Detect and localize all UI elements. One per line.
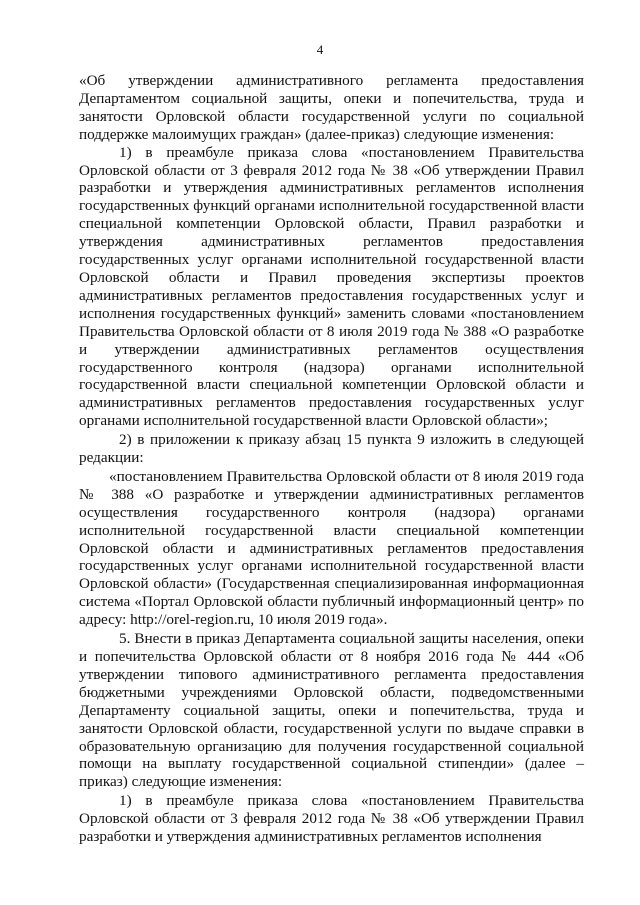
- paragraph: 5. Внести в приказ Департамента социальной защиты населения, опеки и попечительства Орловской области от 8 ноября 2016 года № 444 «Об утверждении типового административного регламента предоставления бюджетными учреждениями Орловской области, подведомственными Департаменту социальной защиты, опеки и попечительства, труда и занятости Орловской области, государственной услуги по выдаче справки в образовательную организацию для получения государственной социальной помощи на выплату государственной социальной стипендии» (далее – приказ) следующие изменения:: [79, 630, 584, 791]
- paragraph: 1) в преамбуле приказа слова «постановлением Правительства Орловской области от 3 февраля 2012 года № 38 «Об утверждении Правил разработки и утверждения административных регламентов исполнения государственных функций органами исполнительной государственной власти специальной компетенции Орловской области, Правил разработки и утверждения административных регламентов предоставления государственных услуг органами исполнительной государственной власти Орловской области и Правил проведения экспертизы проектов административных регламентов предоставления государственных услуг и исполнения государственных функций» заменить словами «постановлением Правительства Орловской области от 8 июля 2019 года № 388 «О разработке и утверждении административных регламентов осуществления государственного контроля (надзора) органами исполнительной государственной власти специальной компетенции Орловской области и административных регламентов предоставления государственных услуг органами исполнительной государственной власти Орловской области»;: [79, 143, 584, 430]
- paragraph: 2) в приложении к приказу абзац 15 пункта 9 изложить в следующей редакции:: [79, 431, 584, 467]
- quoted-paragraph: «постановлением Правительства Орловской области от 8 июля 2019 года № 388 «О разработке и утверждении административных регламентов осуществления государственного контроля (надзора) органами исполнительной государственной власти специальной компетенции Орловской области и административных регламентов предоставления государственных услуг органами исполнительной государственной власти Орловской области» (Государственная специализированная информационная система «Портал Орловской области публичный информационный центр» по адресу: http://orel-region.ru, 10 июля 2019 года».: [79, 467, 584, 629]
- paragraph: 1) в преамбуле приказа слова «постановлением Правительства Орловской области от 3 февраля 2012 года № 38 «Об утверждении Правил разработки и утверждения административных регламентов исполнения: [79, 792, 584, 846]
- document-body: [79, 72, 584, 846]
- paragraph: «Об утверждении административного регламента предоставления Департаментом социальной защиты, опеки и попечительства, труда и занятости Орловской области государственной услуги по социальной поддержке малоимущих граждан» (далее-приказ) следующие изменения:: [79, 72, 584, 143]
- page-number: 4: [316, 42, 324, 57]
